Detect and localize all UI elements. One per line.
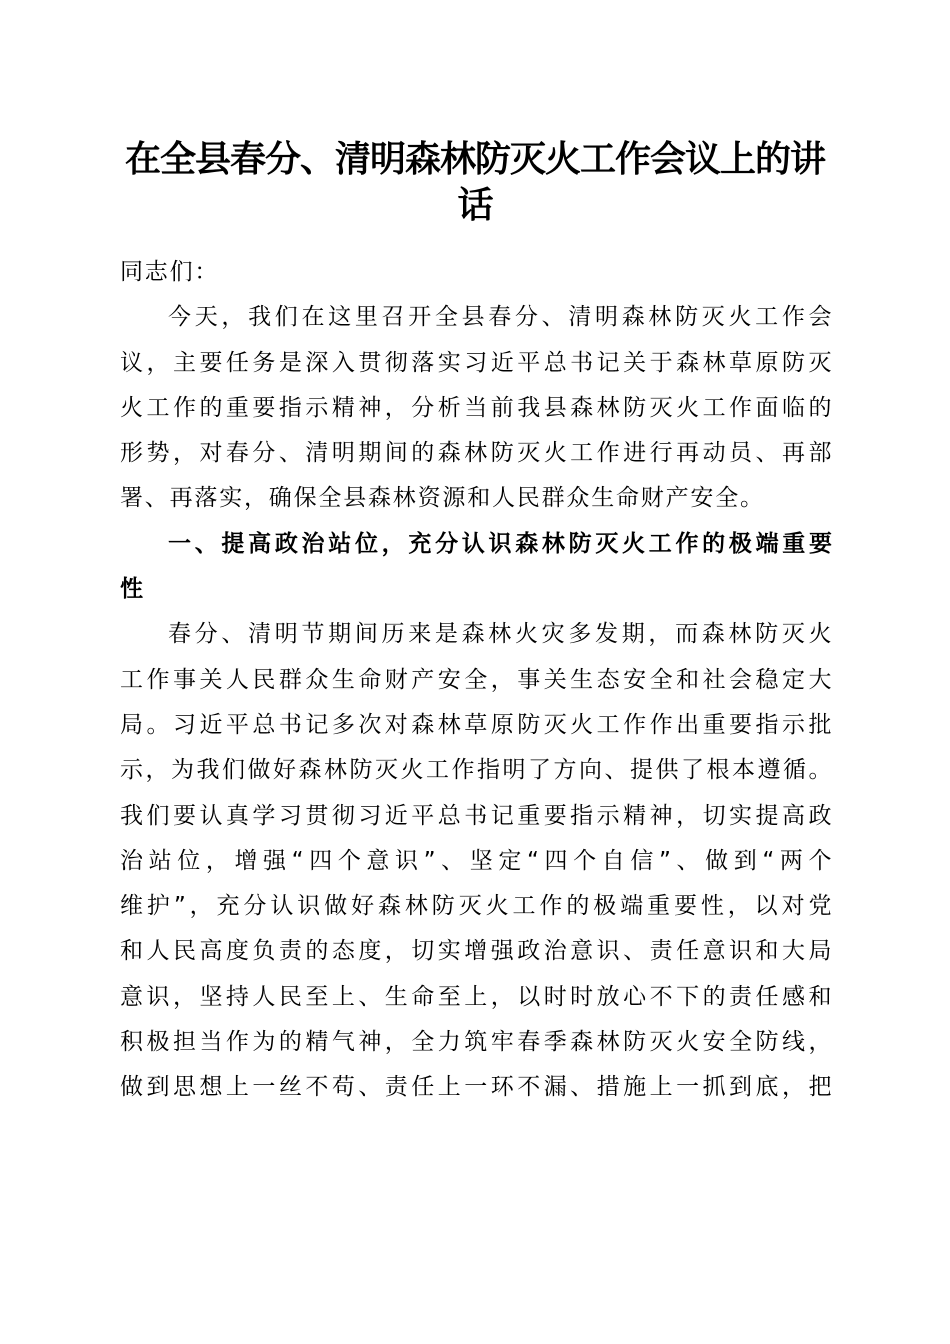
text-line: 今天，我们在这里召开全县春分、清明森林防灭火工作会 bbox=[168, 304, 832, 331]
text-line: 工作事关人民群众生命财产安全，事关生态安全和社会稳定大 bbox=[120, 666, 832, 693]
text-line: 治站位，增强“四个意识”、坚定“四个自信”、做到“两个 bbox=[120, 847, 832, 874]
text-line: 示，为我们做好森林防灭火工作指明了方向、提供了根本遵循。 bbox=[120, 757, 832, 784]
heading-line: 一、提高政治站位，充分认识森林防灭火工作的极端重要 bbox=[168, 530, 832, 557]
text-line: 火工作的重要指示精神，分析当前我县森林防灭火工作面临的 bbox=[120, 394, 832, 421]
text-line: 我们要认真学习贯彻习近平总书记重要指示精神，切实提高政 bbox=[120, 802, 832, 829]
text-line: 署、再落实，确保全县森林资源和人民群众生命财产安全。 bbox=[120, 485, 765, 512]
title-line-2: 话 bbox=[457, 184, 493, 226]
section-heading-1 bbox=[120, 522, 832, 613]
text-line: 做到思想上一丝不苟、责任上一环不漏、措施上一抓到底，把 bbox=[120, 1074, 832, 1101]
text-line: 形势，对春分、清明期间的森林防灭火工作进行再动员、再部 bbox=[120, 440, 832, 467]
text-line: 和人民高度负责的态度，切实增强政治意识、责任意识和大局 bbox=[120, 938, 832, 965]
text-line: 积极担当作为的精气神，全力筑牢春季森林防灭火安全防线， bbox=[120, 1029, 832, 1056]
text-line: 议，主要任务是深入贯彻落实习近平总书记关于森林草原防灭 bbox=[120, 349, 832, 376]
text-line: 意识，坚持人民至上、生命至上，以时时放心不下的责任感和 bbox=[120, 983, 832, 1010]
document-body bbox=[120, 250, 832, 1111]
text-line: 局。习近平总书记多次对森林草原防灭火工作作出重要指示批 bbox=[120, 711, 832, 738]
paragraph-opening bbox=[120, 295, 832, 521]
heading-line: 性 bbox=[120, 576, 143, 603]
text-line: 春分、清明节期间历来是森林火灾多发期，而森林防灭火 bbox=[168, 621, 832, 648]
salutation: 同志们： bbox=[120, 259, 220, 285]
title-line-1: 在全县春分、清明森林防灭火工作会议上的讲 bbox=[124, 138, 825, 180]
paragraph-section-1 bbox=[120, 612, 832, 1110]
text-line: 维护”，充分认识做好森林防灭火工作的极端重要性，以对党 bbox=[120, 893, 832, 920]
document-title bbox=[110, 136, 840, 228]
